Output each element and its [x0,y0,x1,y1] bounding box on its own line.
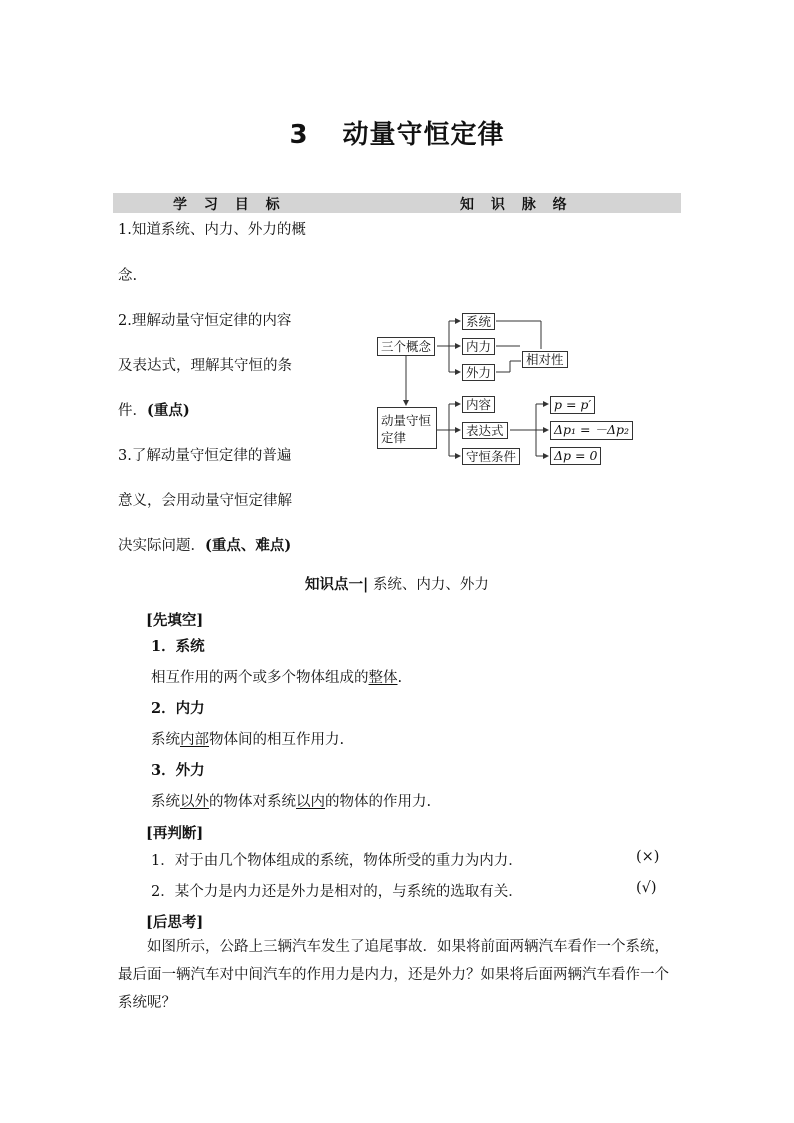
fill-text-1 [151,666,402,687]
objective-3c-text: 决实际问题． [118,538,205,554]
objective-2c-text: 件． [118,403,147,419]
objective-1a: 1.知道系统、内力、外力的概 [118,222,306,238]
title-number: 3 [289,120,309,150]
objective-3a: 3.了解动量守恒定律的普遍 [118,448,292,464]
fill-text-1-a: 相互作用的两个或多个物体组成的 [151,670,369,686]
box-equation-1: p = p′ [550,396,595,414]
fill-text-3 [151,790,431,811]
box-internal-force: 内力 [462,338,495,355]
fill-text-2 [151,728,344,749]
band-left-label: 学 习 目 标 [173,197,286,213]
box-three-concepts: 三个概念 [377,337,435,356]
objective-2b: 及表达式，理解其守恒的条 [118,358,292,374]
section-label: 知识点一 [305,576,364,593]
fill-answer-within: 以内 [296,794,325,810]
fill-answer-outside: 以外 [180,794,209,810]
fill-tag: [先填空] [146,612,204,629]
judge-answer-2: (√) [636,880,657,896]
objective-3b: 意义，会用动量守恒定律解 [118,493,292,509]
fill-text-3-c: 的物体的作用力. [325,794,432,810]
fill-heading-1: 1．系统 [151,638,205,655]
section-title: 系统、内力、外力 [372,577,489,593]
box-equation-2: Δp₁ = －Δp₂ [550,421,633,440]
box-content: 内容 [462,396,495,413]
judge-question-2: 2．某个力是内力还是外力是相对的，与系统的选取有关． [151,884,523,900]
box-relativity: 相对性 [522,351,568,368]
think-paragraph: 如图所示，公路上三辆汽车发生了追尾事故．如果将前面两辆汽车看作一个系统，最后面一辆汽车对中间汽车的作用力是内力，还是外力？如果将后面两辆汽车看作一个系统呢？ [118,939,669,1011]
judge-answer-1: (×) [636,849,660,865]
fill-heading-2: 2．内力 [151,700,205,717]
title-text: 动量守恒定律 [342,120,505,150]
fill-text-3-a: 系统 [151,794,180,810]
judge-tag: [再判断] [146,825,204,842]
box-system: 系统 [462,313,495,330]
box-condition: 守恒条件 [462,448,520,465]
fill-heading-3: 3．外力 [151,762,205,779]
objective-2-tag: (重点) [147,402,190,419]
fill-text-3-b: 的物体对系统 [209,794,296,810]
section-divider: | [363,576,369,593]
fill-answer-inside: 内部 [180,732,209,748]
objective-2a: 2.理解动量守恒定律的内容 [118,313,292,329]
fill-answer-whole: 整体 [368,670,398,686]
objective-3-tag: (重点、难点) [205,537,292,554]
fill-text-1-b: . [397,670,403,686]
band-right-label: 知 识 脉 络 [460,197,573,213]
box-equation-3: Δp = 0 [550,447,601,465]
law-line-1: 动量守恒 [381,413,432,428]
box-expression: 表达式 [462,422,508,439]
objective-1b: 念. [118,268,138,284]
box-conservation-law [377,407,437,449]
law-line-2: 定律 [381,430,407,445]
fill-text-2-b: 物体间的相互作用力. [209,732,345,748]
judge-question-1: 1．对于由几个物体组成的系统，物体所受的重力为内力． [151,853,523,869]
fill-text-2-a: 系统 [151,732,180,748]
box-external-force: 外力 [462,364,495,381]
think-tag: [后思考] [146,914,204,931]
section-heading [0,573,794,594]
